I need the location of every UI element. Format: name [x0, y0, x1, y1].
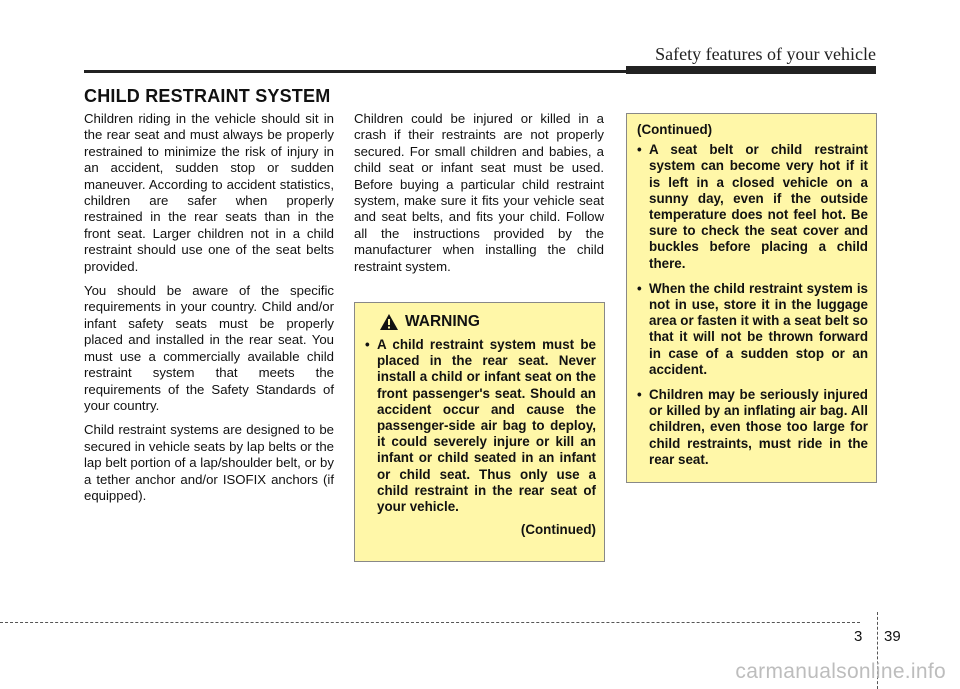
continued-label: (Continued)	[637, 122, 713, 137]
warning-item: • A seat belt or child restraint system can become very hot if it is left in a closed vehicle on a sunny day, even if the outside temperature does not feel hot. Be sure to check the seat cover and buckles before placing a child there.	[637, 142, 868, 272]
footer-rule	[0, 622, 860, 623]
watermark-text: carmanualsonline.info	[735, 660, 946, 683]
warning-box	[354, 302, 605, 562]
header-rule	[84, 70, 876, 73]
body-paragraph: Children could be injured or killed in a crash if their restraints are not properly secured. For small children and babies, a child seat or infant seat must be used. Before buying a particular child restraint system, make sure it fits your vehicle seat and seat belts, and fits your child. Follow all the instructions provided by the manufacturer when installing the child restraint system.	[354, 111, 604, 274]
warning-list	[637, 142, 868, 468]
warning-triangle-icon	[379, 313, 399, 331]
warning-list	[365, 337, 596, 515]
section-title: CHILD RESTRAINT SYSTEM	[84, 86, 331, 106]
warning-item: • When the child restraint system is not in use, store it in the luggage area or fasten it with a seat belt so that it will not be thrown forward in case of a sudden stop or an accident.	[637, 281, 868, 378]
warning-box-continued	[626, 113, 877, 483]
chapter-number: 3	[854, 628, 863, 645]
warning-item: • A child restraint system must be placed in the rear seat. Never install a child or infant seat on the front passenger's seat. Should an accident occur and cause the passenger-side air bag to deploy, it could severely injure or kill an infant or child seated in an infant or child seat. Thus only use a child restraint in the rear seat of your vehicle.	[365, 337, 596, 515]
warning-item: • Children may be seriously injured or killed by an inflating air bag. All children, even those too large for child restraints, must ride in the rear seat.	[637, 387, 868, 468]
body-column-middle	[354, 111, 604, 283]
warning-heading-label: WARNING	[405, 312, 480, 330]
body-paragraph: Children riding in the vehicle should sit in the rear seat and must always be properly restrained to minimize the risk of injury in an accident, sudden stop or sudden maneuver. According to accident statistics, children are safer when properly restrained in the rear seats than in the front seat. Larger children not in a child restraint should use one of the seat belts provided.	[84, 111, 334, 274]
body-paragraph: You should be aware of the specific requirements in your country. Child and/or infant safety seats must be properly placed and installed in the rear seat. You must use a commercially available child restraint system that meets the requirements of the Safety Standards of your country.	[84, 283, 334, 413]
body-column-left	[84, 111, 334, 512]
body-paragraph: Child restraint systems are designed to be secured in vehicle seats by lap belts or the lap belt portion of a lap/shoulder belt, or by a tether anchor and/or ISOFIX anchors (if equipped).	[84, 422, 334, 503]
warning-heading	[379, 313, 596, 331]
continued-label: (Continued)	[520, 522, 596, 538]
page-number: 39	[884, 628, 901, 645]
chapter-header-title: Safety features of your vehicle	[655, 44, 876, 64]
